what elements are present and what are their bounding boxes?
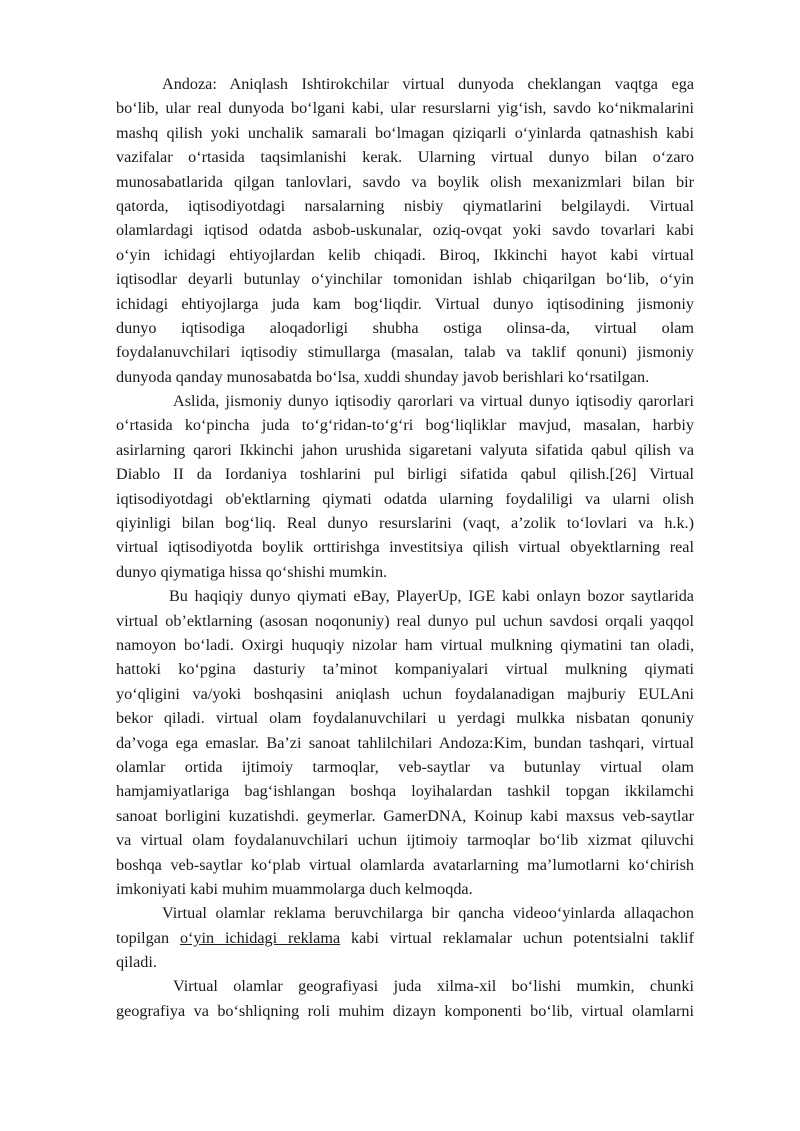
text-line: Virtual olamlar reklama beruvchilarga bir qancha videoo‘yinlarda allaqachon: [162, 904, 694, 923]
text-line: munosabatlarida qilgan tanlovlari, savdo va boylik olish mexanizmlari bilan bir: [116, 172, 694, 191]
text-line: olamlar ortida ijtimoiy tarmoqlar, veb-saytlar va butunlay virtual olam: [116, 757, 694, 776]
text-line: bo‘lib, ular real dunyoda bo‘lgani kabi, ular resurslarni yig‘ish, savdo ko‘nikmalarini: [116, 99, 694, 118]
paragraph-1: [116, 72, 694, 389]
text-line: dunyo qiymatiga hissa qo‘shishi mumkin.: [116, 562, 388, 581]
text-line: da’voga ega emaslar. Ba’zi sanoat tahlilchilari Andoza:Kim, bundan tashqari, virtual: [116, 733, 694, 752]
text-line: olamlardagi iqtisod odatda asbob-uskunalar, oziq-ovqat yoki savdo tovarlari kabi: [116, 221, 694, 240]
paragraph-2: [116, 389, 694, 584]
text-line: virtual iqtisodiyotda boylik orttirishga investitsiya qilish virtual obyektlarning real: [116, 538, 694, 557]
in-game-advertising-link[interactable]: o‘yin ichidagi reklama: [179, 928, 341, 947]
text-line: hamjamiyatlariga bag‘ishlangan boshqa loyihalardan tashkil topgan ikkilamchi: [116, 782, 694, 801]
text-fragment: topilgan: [116, 928, 180, 947]
text-line: dunyoda qanday munosabatda bo‘lsa, xuddi shunday javob berishlari ko‘rsatilgan.: [116, 367, 650, 386]
text-line: qiyinligi bilan bog‘liq. Real dunyo resurslarini (vaqt, a’zolik to‘lovlari va h.k.): [116, 514, 694, 533]
text-line: namoyon bo‘ladi. Oxirgi huquqiy nizolar ham virtual mulkning qiymatini tan oladi,: [116, 635, 694, 654]
text-line: boshqa veb-saytlar ko‘plab virtual olamlarda avatarlarning ma’lumotlarni ko‘chirish: [116, 855, 694, 874]
text-line: o‘yin ichidagi ehtiyojlardan kelib chiqadi. Biroq, Ikkinchi hayot kabi virtual: [116, 245, 694, 264]
text-line: Aslida, jismoniy dunyo iqtisodiy qarorlari va virtual dunyo iqtisodiy qarorlari: [173, 392, 694, 411]
text-line: va virtual olam foydalanuvchilari uchun ijtimoiy tarmoqlar bo‘lib xizmat qiluvchi: [116, 831, 694, 850]
text-line: mashq qilish yoki unchalik samarali bo‘lmagan qiziqarli o‘yinlarda qatnashish kabi: [116, 123, 694, 142]
text-line: asirlarning qarori Ikkinchi jahon urushida sigaretani valyuta sifatida qabul qilish va: [116, 440, 694, 459]
text-line: bekor qiladi. virtual olam foydalanuvchilari u yerdagi mulkka nisbatan qonuniy: [116, 709, 694, 728]
text-line: Diablo II da Iordaniya toshlarini pul birligi sifatida qabul qilish.[26] Virtual: [116, 465, 694, 484]
text-line: foydalanuvchilari iqtisodiy stimullarga (masalan, talab va taklif qonuni) jismoniy: [116, 343, 694, 362]
text-line: ichidagi ehtiyojlarga juda kam bog‘liqdir. Virtual dunyo iqtisodining jismoniy: [116, 294, 694, 313]
text-fragment: kabi virtual reklamalar uchun potentsialni taklif: [340, 928, 694, 947]
text-line: qatorda, iqtisodiyotdagi narsalarning nisbiy qiymatlarini belgilaydi. Virtual: [116, 196, 694, 215]
paragraph-3: [116, 584, 694, 901]
text-line: geografiya va bo‘shliqning roli muhim dizayn komponenti bo‘lib, virtual olamlarni: [116, 1001, 694, 1020]
text-line: iqtisodiyotdagi ob'ektlarning qiymati odatda ularning foydaliligi va ularni olish: [116, 489, 694, 508]
text-line: yo‘qligini va/yoki boshqasini aniqlash uchun foydalanadigan majburiy EULAni: [116, 684, 694, 703]
text-line: hattoki ko‘pgina dasturiy ta’minot kompaniyalari virtual mulkning qiymati: [116, 660, 694, 679]
paragraph-5: [116, 974, 694, 1023]
text-line: iqtisodlar deyarli butunlay o‘yinchilar tomonidan ishlab chiqarilgan bo‘lib, o‘yin: [116, 270, 694, 289]
paragraph-4: [116, 901, 694, 974]
document-body: [116, 72, 694, 1023]
text-line: qiladi.: [116, 953, 157, 972]
text-line: Andoza: Aniqlash Ishtirokchilar virtual dunyoda cheklangan vaqtga ega: [162, 75, 694, 93]
text-line: sanoat borligini kuzatishdi. geymerlar. GamerDNA, Koinup kabi maxsus veb-saytlar: [116, 806, 694, 825]
text-line: imkoniyati kabi muhim muammolarga duch kelmoqda.: [116, 879, 473, 898]
text-line: Bu haqiqiy dunyo qiymati eBay, PlayerUp, IGE kabi onlayn bozor saytlarida: [169, 587, 694, 606]
text-line: vazifalar o‘rtasida taqsimlanishi kerak. Ularning virtual dunyo bilan o‘zaro: [116, 148, 694, 167]
text-line: Virtual olamlar geografiyasi juda xilma-xil bo‘lishi mumkin, chunki: [173, 977, 694, 996]
text-line: virtual ob’ektlarning (asosan noqonuniy) real dunyo pul uchun savdosi orqali yaqqol: [116, 611, 694, 630]
text-line-with-link: [116, 926, 694, 950]
text-line: dunyo iqtisodiga aloqadorligi shubha ostiga olinsa-da, virtual olam: [116, 318, 694, 337]
text-line: o‘rtasida ko‘pincha juda to‘g‘ridan-to‘g‘ri bog‘liqliklar mavjud, masalan, harbiy: [116, 416, 694, 435]
